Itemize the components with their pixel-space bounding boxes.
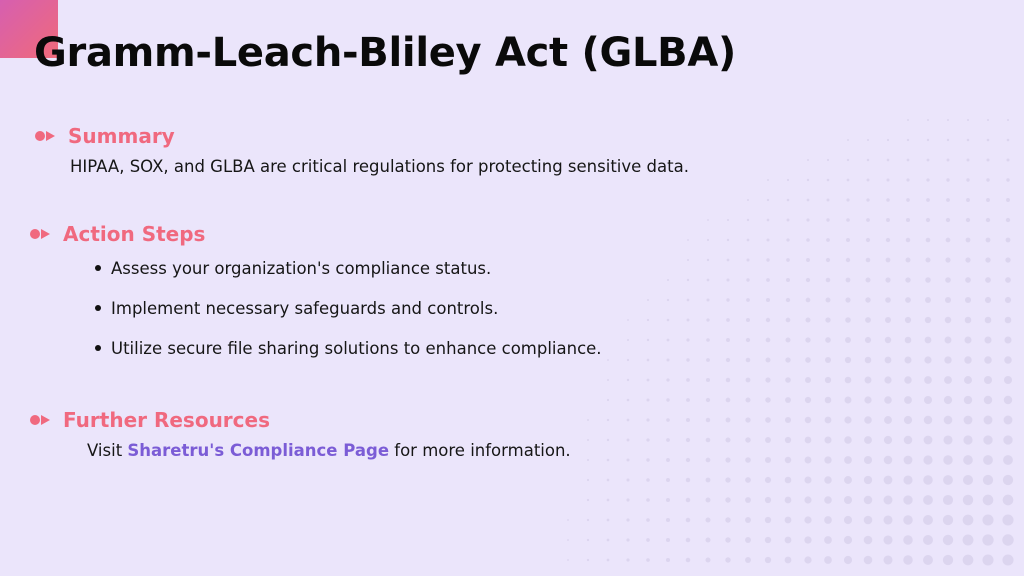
list-item — [95, 288, 602, 328]
summary-section — [34, 124, 689, 176]
list-item-text: Assess your organization's compliance status. — [111, 258, 492, 278]
arrow-bullet-icon — [34, 130, 56, 142]
summary-text: HIPAA, SOX, and GLBA are critical regulations for protecting sensitive data. — [70, 157, 689, 176]
list-item — [95, 328, 602, 368]
action-steps-section — [29, 222, 602, 368]
resources-heading: Further Resources — [63, 408, 270, 432]
resources-prefix: Visit — [87, 441, 128, 460]
action-steps-heading: Action Steps — [63, 222, 206, 246]
resources-section — [29, 408, 571, 460]
arrow-bullet-icon — [29, 414, 51, 426]
summary-heading: Summary — [68, 124, 175, 148]
resources-suffix: for more information. — [389, 441, 571, 460]
bullet-dot-icon — [95, 305, 101, 311]
resources-text — [87, 441, 571, 460]
list-item — [95, 248, 602, 288]
list-item-text: Utilize secure file sharing solutions to enhance compliance. — [111, 338, 602, 358]
bullet-dot-icon — [95, 345, 101, 351]
bullet-dot-icon — [95, 265, 101, 271]
arrow-bullet-icon — [29, 228, 51, 240]
action-steps-list — [95, 248, 602, 368]
compliance-page-link[interactable]: Sharetru's Compliance Page — [127, 441, 390, 460]
page-title: Gramm-Leach-Bliley Act (GLBA) — [34, 30, 737, 76]
list-item-text: Implement necessary safeguards and controls. — [111, 298, 499, 318]
